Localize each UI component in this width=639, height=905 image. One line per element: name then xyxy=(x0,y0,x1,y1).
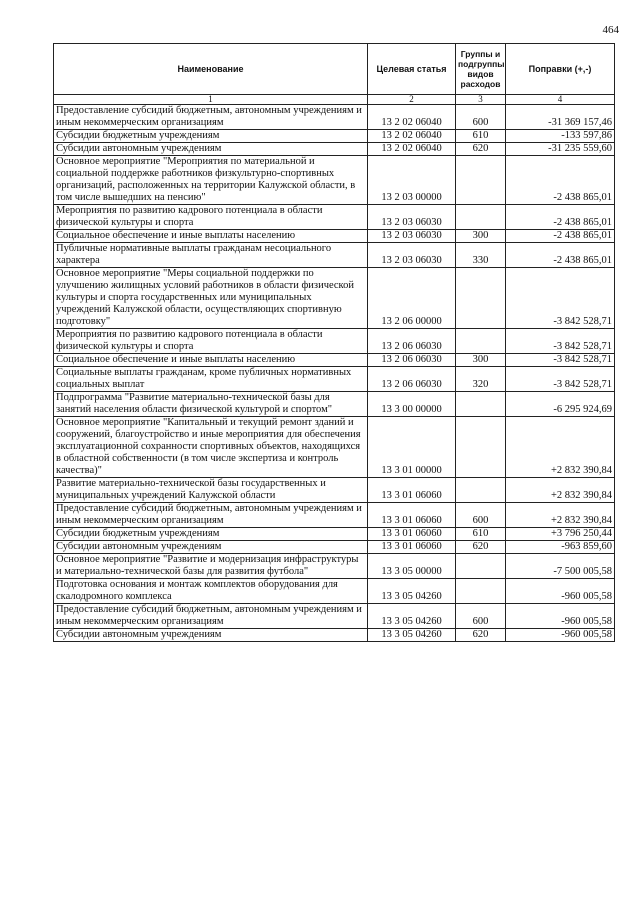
row-target-article: 13 2 06 06030 xyxy=(368,367,456,392)
row-expense-group xyxy=(456,329,506,354)
table-row xyxy=(54,554,615,579)
row-target-article: 13 3 00 00000 xyxy=(368,392,456,417)
row-target-article: 13 3 01 06060 xyxy=(368,541,456,554)
row-expense-group: 620 xyxy=(456,629,506,642)
column-number: 1 xyxy=(54,95,368,105)
row-target-article: 13 2 03 06030 xyxy=(368,205,456,230)
row-target-article: 13 3 05 04260 xyxy=(368,629,456,642)
table-row xyxy=(54,205,615,230)
row-name: Предоставление субсидий бюджетным, автономным учреждениям и иным некоммерческим организациям xyxy=(54,604,368,629)
table-row xyxy=(54,629,615,642)
table-row xyxy=(54,528,615,541)
row-expense-group: 610 xyxy=(456,130,506,143)
column-number: 3 xyxy=(456,95,506,105)
row-amendment: -3 842 528,71 xyxy=(506,354,615,367)
row-expense-group: 600 xyxy=(456,503,506,528)
table-row xyxy=(54,329,615,354)
table-row xyxy=(54,417,615,478)
row-expense-group: 610 xyxy=(456,528,506,541)
row-name: Мероприятия по развитию кадрового потенциала в области физической культуры и спорта xyxy=(54,329,368,354)
column-number: 4 xyxy=(506,95,615,105)
row-target-article: 13 2 06 06030 xyxy=(368,354,456,367)
row-amendment: -2 438 865,01 xyxy=(506,243,615,268)
row-target-article: 13 2 02 06040 xyxy=(368,143,456,156)
header-amendments: Поправки (+,-) xyxy=(506,44,615,95)
header-name: Наименование xyxy=(54,44,368,95)
row-amendment: -31 369 157,46 xyxy=(506,105,615,130)
row-target-article: 13 2 03 00000 xyxy=(368,156,456,205)
row-name: Субсидии автономным учреждениям xyxy=(54,541,368,554)
row-amendment: -6 295 924,69 xyxy=(506,392,615,417)
row-target-article: 13 3 01 06060 xyxy=(368,503,456,528)
row-amendment: -133 597,86 xyxy=(506,130,615,143)
row-target-article: 13 3 01 06060 xyxy=(368,478,456,503)
row-name: Основное мероприятие "Меры социальной поддержки по улучшению жилищных условий работников в области физической культуры и спорта государственных или муниципальных учреждений Калужской области, осуществляющих спортивную подготовку" xyxy=(54,268,368,329)
row-amendment: -2 438 865,01 xyxy=(506,156,615,205)
row-target-article: 13 2 02 06040 xyxy=(368,130,456,143)
row-amendment: -2 438 865,01 xyxy=(506,205,615,230)
row-expense-group xyxy=(456,156,506,205)
table-row xyxy=(54,579,615,604)
row-target-article: 13 3 05 04260 xyxy=(368,579,456,604)
table-row xyxy=(54,604,615,629)
row-target-article: 13 3 05 04260 xyxy=(368,604,456,629)
row-amendment: +2 832 390,84 xyxy=(506,417,615,478)
row-name: Субсидии бюджетным учреждениям xyxy=(54,130,368,143)
row-expense-group: 620 xyxy=(456,143,506,156)
row-amendment: +2 832 390,84 xyxy=(506,478,615,503)
row-target-article: 13 3 05 00000 xyxy=(368,554,456,579)
row-target-article: 13 2 03 06030 xyxy=(368,230,456,243)
table-row xyxy=(54,354,615,367)
table-row xyxy=(54,478,615,503)
table-row xyxy=(54,268,615,329)
row-name: Развитие материально-технической базы государственных и муниципальных учреждений Калужской области xyxy=(54,478,368,503)
table-row xyxy=(54,105,615,130)
row-amendment: -960 005,58 xyxy=(506,629,615,642)
column-number-row xyxy=(54,95,615,105)
row-name: Публичные нормативные выплаты гражданам несоциального характера xyxy=(54,243,368,268)
row-target-article: 13 2 03 06030 xyxy=(368,243,456,268)
row-amendment: -3 842 528,71 xyxy=(506,367,615,392)
row-amendment: -31 235 559,60 xyxy=(506,143,615,156)
row-name: Подпрограмма "Развитие материально-технической базы для занятий населения области физической культурой и спортом" xyxy=(54,392,368,417)
table-header-row xyxy=(54,44,615,95)
row-name: Социальные выплаты гражданам, кроме публичных нормативных социальных выплат xyxy=(54,367,368,392)
row-expense-group: 600 xyxy=(456,604,506,629)
row-name: Социальное обеспечение и иные выплаты населению xyxy=(54,230,368,243)
row-expense-group: 300 xyxy=(456,230,506,243)
table-row xyxy=(54,503,615,528)
row-target-article: 13 3 01 00000 xyxy=(368,417,456,478)
row-expense-group xyxy=(456,268,506,329)
column-number: 2 xyxy=(368,95,456,105)
row-name: Предоставление субсидий бюджетным, автономным учреждениям и иным некоммерческим организациям xyxy=(54,503,368,528)
page-number: 464 xyxy=(602,24,619,36)
row-target-article: 13 2 02 06040 xyxy=(368,105,456,130)
row-amendment: -3 842 528,71 xyxy=(506,268,615,329)
table-row xyxy=(54,392,615,417)
header-target-article: Целевая статья xyxy=(368,44,456,95)
row-expense-group: 620 xyxy=(456,541,506,554)
row-amendment: -960 005,58 xyxy=(506,604,615,629)
row-amendment: -3 842 528,71 xyxy=(506,329,615,354)
row-expense-group xyxy=(456,579,506,604)
table-row xyxy=(54,156,615,205)
header-expense-groups: Группы и подгруппы видов расходов xyxy=(456,44,506,95)
row-amendment: -963 859,60 xyxy=(506,541,615,554)
row-target-article: 13 2 06 00000 xyxy=(368,268,456,329)
row-name: Субсидии автономным учреждениям xyxy=(54,629,368,642)
row-expense-group: 320 xyxy=(456,367,506,392)
row-name: Основное мероприятие "Мероприятия по материальной и социальной поддержке работников физкультурно-спортивных организаций, расположенных на территории Калужской области, в том числе вышедших на пенсию" xyxy=(54,156,368,205)
row-expense-group xyxy=(456,205,506,230)
table-row xyxy=(54,367,615,392)
table-row xyxy=(54,230,615,243)
row-name: Субсидии автономным учреждениям xyxy=(54,143,368,156)
row-amendment: -960 005,58 xyxy=(506,579,615,604)
row-name: Социальное обеспечение и иные выплаты населению xyxy=(54,354,368,367)
row-expense-group: 600 xyxy=(456,105,506,130)
row-name: Подготовка основания и монтаж комплектов оборудования для скалодромного комплекса xyxy=(54,579,368,604)
row-expense-group xyxy=(456,417,506,478)
table-row xyxy=(54,243,615,268)
row-name: Мероприятия по развитию кадрового потенциала в области физической культуры и спорта xyxy=(54,205,368,230)
row-amendment: -7 500 005,58 xyxy=(506,554,615,579)
row-amendment: +2 832 390,84 xyxy=(506,503,615,528)
table-row xyxy=(54,541,615,554)
row-name: Основное мероприятие "Развитие и модернизация инфраструктуры и материально-технической базы для развития футбола" xyxy=(54,554,368,579)
row-target-article: 13 2 06 06030 xyxy=(368,329,456,354)
row-name: Предоставление субсидий бюджетным, автономным учреждениям и иным некоммерческим организациям xyxy=(54,105,368,130)
row-expense-group: 300 xyxy=(456,354,506,367)
budget-amendments-table xyxy=(53,43,615,642)
table-row xyxy=(54,143,615,156)
row-expense-group xyxy=(456,478,506,503)
row-amendment: +3 796 250,44 xyxy=(506,528,615,541)
table-row xyxy=(54,130,615,143)
row-target-article: 13 3 01 06060 xyxy=(368,528,456,541)
row-expense-group xyxy=(456,392,506,417)
row-name: Субсидии бюджетным учреждениям xyxy=(54,528,368,541)
row-expense-group xyxy=(456,554,506,579)
row-amendment: -2 438 865,01 xyxy=(506,230,615,243)
row-name: Основное мероприятие "Капитальный и текущий ремонт зданий и сооружений, благоустройство и иные мероприятия для обеспечения эксплуатационной сохранности спортивных объектов, находящихся в областной собственности (в том числе экспертиза и контроль качества)" xyxy=(54,417,368,478)
row-expense-group: 330 xyxy=(456,243,506,268)
